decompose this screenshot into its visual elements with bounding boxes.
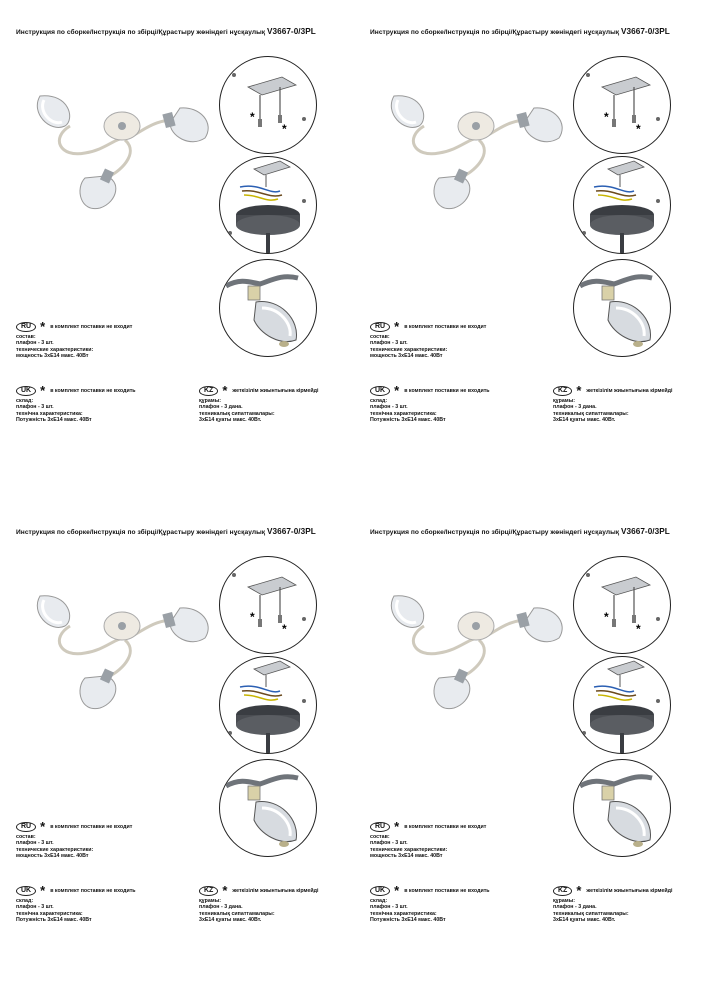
ru-note: в комплект поставки не входит xyxy=(404,323,487,330)
step3-shade-diagram xyxy=(219,759,317,857)
ru-line: технические характеристики: xyxy=(370,846,448,853)
uk-line: плафон - 3 шт. xyxy=(16,904,54,911)
kz-lang-badge: KZ xyxy=(199,886,218,896)
asterisk-icon: * xyxy=(394,883,400,898)
chandelier-illustration xyxy=(384,578,574,713)
uk-line: Потужність 3хЕ14 макс. 40Вт xyxy=(16,916,92,923)
svg-text:*: * xyxy=(604,110,609,124)
uk-line: склад: xyxy=(16,398,34,404)
svg-text:*: * xyxy=(250,610,255,624)
step1-bracket-diagram xyxy=(219,56,317,154)
uk-line: плафон - 3 шт. xyxy=(370,904,408,911)
kz-line: құрамы: xyxy=(199,898,221,904)
ru-line: мощность 3хЕ14 макс. 40Вт xyxy=(370,352,443,359)
svg-text:*: * xyxy=(636,622,641,636)
kz-note: жеткізілім жиынтығына кірмейді xyxy=(586,887,673,894)
chandelier-illustration xyxy=(30,578,220,713)
ru-line: мощность 3хЕ14 макс. 40Вт xyxy=(370,852,443,859)
uk-spec-block xyxy=(370,383,490,423)
model-number: V3667-0/3PL xyxy=(621,27,670,36)
kz-line: техникалық сипаттамалары: xyxy=(553,410,629,417)
title-text: Инструкция по сборке/Інструкція по збірці/Құрастыру жөніндегі нұсқаулық xyxy=(370,29,620,36)
ru-lang-badge: RU xyxy=(16,322,36,332)
asterisk-icon: * xyxy=(40,819,46,834)
uk-line: плафон - 3 шт. xyxy=(16,404,54,411)
ru-line: технические характеристики: xyxy=(16,846,94,853)
uk-line: склад: xyxy=(370,898,388,904)
svg-text:*: * xyxy=(636,122,641,136)
title-text: Инструкция по сборке/Інструкція по збірці/Құрастыру жөніндегі нұсқаулық xyxy=(16,529,266,536)
ru-line: плафон - 3 шт. xyxy=(370,340,408,347)
uk-line: плафон - 3 шт. xyxy=(370,404,408,411)
step1-bracket-diagram xyxy=(573,556,671,654)
ru-line: мощность 3хЕ14 макс. 40Вт xyxy=(16,352,89,359)
ru-lang-badge: RU xyxy=(370,322,390,332)
chandelier-illustration xyxy=(30,78,220,213)
kz-line: 3хЕ14 қуаты макс. 40Вт. xyxy=(553,416,616,423)
instruction-sheet xyxy=(354,500,707,1000)
sheet-title xyxy=(16,527,316,536)
kz-line: құрамы: xyxy=(553,898,575,904)
model-number: V3667-0/3PL xyxy=(621,527,670,536)
uk-lang-badge: UK xyxy=(16,386,36,396)
uk-line: технічна характеристика: xyxy=(370,410,437,417)
chandelier-illustration xyxy=(384,78,574,213)
uk-line: склад: xyxy=(370,398,388,404)
svg-text:*: * xyxy=(282,122,287,136)
kz-line: құрамы: xyxy=(199,398,221,404)
kz-line: плафон - 3 дана. xyxy=(553,904,597,911)
kz-note: жеткізілім жиынтығына кірмейді xyxy=(586,387,673,394)
kz-spec-block xyxy=(553,883,673,923)
asterisk-icon: * xyxy=(222,883,228,898)
uk-spec-block xyxy=(16,883,136,923)
ru-line: состав: xyxy=(370,834,390,840)
asterisk-icon: * xyxy=(40,883,46,898)
instruction-sheet xyxy=(0,500,353,1000)
kz-line: құрамы: xyxy=(553,398,575,404)
asterisk-icon: * xyxy=(222,383,228,398)
kz-line: 3хЕ14 қуаты макс. 40Вт. xyxy=(553,916,616,923)
asterisk-icon: * xyxy=(40,383,46,398)
ru-line: плафон - 3 шт. xyxy=(16,340,54,347)
ru-note: в комплект поставки не входит xyxy=(50,823,133,830)
ru-line: плафон - 3 шт. xyxy=(370,840,408,847)
uk-spec-block xyxy=(16,383,136,423)
kz-line: техникалық сипаттамалары: xyxy=(553,910,629,917)
svg-text:*: * xyxy=(282,622,287,636)
asterisk-icon: * xyxy=(40,319,46,334)
uk-line: Потужність 3хЕ14 макс. 40Вт xyxy=(16,416,92,423)
kz-line: плафон - 3 дана. xyxy=(199,904,243,911)
step3-shade-diagram xyxy=(219,259,317,357)
svg-text:*: * xyxy=(250,110,255,124)
ru-spec-block xyxy=(16,819,133,859)
step2-wiring-diagram xyxy=(219,156,317,254)
ru-lang-badge: RU xyxy=(370,822,390,832)
ru-line: технические характеристики: xyxy=(16,346,94,353)
uk-spec-block xyxy=(370,883,490,923)
uk-line: технічна характеристика: xyxy=(16,910,83,917)
ru-line: состав: xyxy=(16,834,36,840)
uk-line: технічна характеристика: xyxy=(16,410,83,417)
instruction-sheet xyxy=(0,0,353,500)
asterisk-icon: * xyxy=(394,383,400,398)
title-text: Инструкция по сборке/Інструкція по збірці/Құрастыру жөніндегі нұсқаулық xyxy=(16,29,266,36)
uk-line: технічна характеристика: xyxy=(370,910,437,917)
model-number: V3667-0/3PL xyxy=(267,27,316,36)
kz-note: жеткізілім жиынтығына кірмейді xyxy=(232,887,319,894)
kz-spec-block xyxy=(553,383,673,423)
sheet-title xyxy=(370,27,670,36)
uk-line: склад: xyxy=(16,898,34,904)
kz-lang-badge: KZ xyxy=(553,386,572,396)
asterisk-icon: * xyxy=(576,383,582,398)
kz-line: 3хЕ14 қуаты макс. 40Вт. xyxy=(199,916,262,923)
kz-spec-block xyxy=(199,883,319,923)
model-number: V3667-0/3PL xyxy=(267,527,316,536)
uk-line: Потужність 3хЕ14 макс. 40Вт xyxy=(370,916,446,923)
instruction-sheet xyxy=(354,0,707,500)
ru-line: плафон - 3 шт. xyxy=(16,840,54,847)
asterisk-icon: * xyxy=(576,883,582,898)
uk-note: в комплект поставки не входить xyxy=(404,387,490,394)
uk-note: в комплект поставки не входить xyxy=(50,387,136,394)
uk-note: в комплект поставки не входить xyxy=(404,887,490,894)
step1-bracket-diagram xyxy=(219,556,317,654)
ru-line: состав: xyxy=(16,334,36,340)
uk-note: в комплект поставки не входить xyxy=(50,887,136,894)
step3-shade-diagram xyxy=(573,259,671,357)
ru-line: мощность 3хЕ14 макс. 40Вт xyxy=(16,852,89,859)
step2-wiring-diagram xyxy=(573,656,671,754)
sheet-title xyxy=(370,527,670,536)
ru-spec-block xyxy=(370,819,487,859)
ru-note: в комплект поставки не входит xyxy=(404,823,487,830)
kz-lang-badge: KZ xyxy=(199,386,218,396)
asterisk-icon: * xyxy=(394,819,400,834)
uk-lang-badge: UK xyxy=(370,386,390,396)
ru-lang-badge: RU xyxy=(16,822,36,832)
step2-wiring-diagram xyxy=(573,156,671,254)
sheet-title xyxy=(16,27,316,36)
ru-spec-block xyxy=(370,319,487,359)
svg-text:*: * xyxy=(604,610,609,624)
kz-line: техникалық сипаттамалары: xyxy=(199,410,275,417)
kz-note: жеткізілім жиынтығына кірмейді xyxy=(232,387,319,394)
kz-lang-badge: KZ xyxy=(553,886,572,896)
ru-line: состав: xyxy=(370,334,390,340)
step1-bracket-diagram xyxy=(573,56,671,154)
title-text: Инструкция по сборке/Інструкція по збірці/Құрастыру жөніндегі нұсқаулық xyxy=(370,529,620,536)
step3-shade-diagram xyxy=(573,759,671,857)
ru-line: технические характеристики: xyxy=(370,346,448,353)
ru-spec-block xyxy=(16,319,133,359)
uk-lang-badge: UK xyxy=(16,886,36,896)
ru-note: в комплект поставки не входит xyxy=(50,323,133,330)
kz-spec-block xyxy=(199,383,319,423)
step2-wiring-diagram xyxy=(219,656,317,754)
uk-line: Потужність 3хЕ14 макс. 40Вт xyxy=(370,416,446,423)
kz-line: 3хЕ14 қуаты макс. 40Вт. xyxy=(199,416,262,423)
kz-line: плафон - 3 дана. xyxy=(199,404,243,411)
kz-line: плафон - 3 дана. xyxy=(553,404,597,411)
kz-line: техникалық сипаттамалары: xyxy=(199,910,275,917)
uk-lang-badge: UK xyxy=(370,886,390,896)
asterisk-icon: * xyxy=(394,319,400,334)
